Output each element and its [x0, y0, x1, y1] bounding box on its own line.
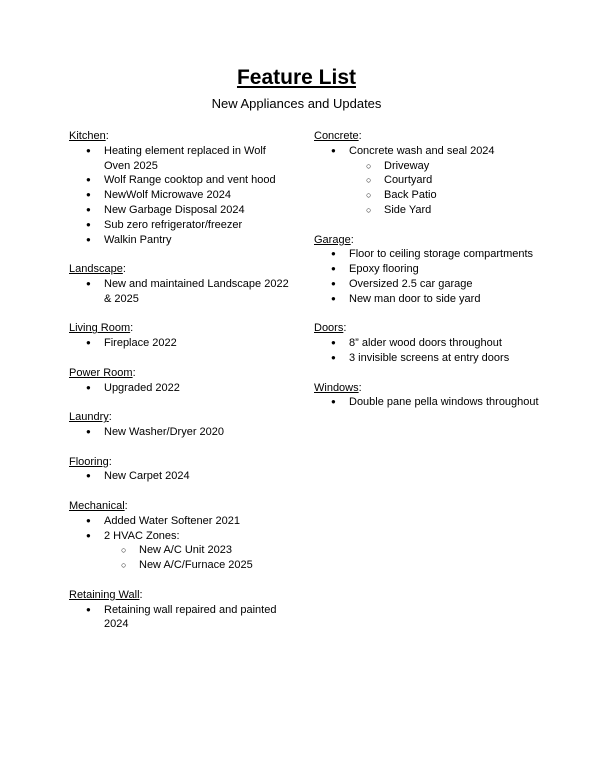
section-heading-label: Windows: [314, 381, 359, 394]
section-living-room: [69, 321, 289, 351]
list-item: [69, 203, 289, 218]
bullet-list: [69, 277, 289, 307]
list-item-text: Wolf Range cooktop and vent hood: [104, 174, 276, 187]
list-item-text: New and maintained Landscape 2022 & 2025: [104, 277, 289, 305]
section-heading: [314, 381, 544, 396]
list-item: [69, 469, 289, 484]
section-heading-label: Living Room: [69, 322, 131, 335]
heading-colon: :: [132, 366, 136, 379]
section-retaining-wall: [69, 588, 289, 632]
heading-colon: :: [358, 381, 362, 394]
sub-bullet-list: [349, 159, 544, 218]
section-garage: [314, 233, 544, 307]
list-item: [69, 188, 289, 203]
sub-list-item: ○ Back Patio: [349, 188, 544, 203]
document-title: Feature List: [236, 66, 357, 89]
list-item: [69, 233, 289, 248]
list-item-text: 2 HVAC Zones:: [104, 529, 180, 542]
list-item-text: Floor to ceiling storage compartments: [349, 248, 534, 261]
list-item-text: NewWolf Microwave 2024: [104, 189, 231, 202]
sub-bullet-list: [104, 543, 289, 573]
section-flooring: [69, 455, 289, 485]
section-heading: [69, 321, 289, 336]
bullet-list: [314, 247, 544, 306]
sub-list-item: ○ New A/C/Furnace 2025: [104, 558, 289, 573]
heading-colon: :: [139, 588, 143, 601]
list-item: [69, 218, 289, 233]
bullet-list: [314, 336, 544, 366]
bullet-list: [314, 144, 544, 218]
right-column: [314, 129, 544, 425]
left-column: [69, 129, 289, 647]
list-item-text: New Carpet 2024: [104, 470, 190, 483]
bullet-list: [69, 336, 289, 351]
list-item: [69, 381, 289, 396]
sub-list-item: ○ Side Yard: [349, 203, 544, 218]
list-item: [69, 173, 289, 188]
list-item-text: Added Water Softener 2021: [104, 514, 240, 527]
section-heading-label: Kitchen: [69, 130, 106, 142]
list-item-text: 3 invisible screens at entry doors: [349, 351, 510, 364]
list-item-text: Sub zero refrigerator/freezer: [104, 218, 243, 231]
list-item-text: Oversized 2.5 car garage: [349, 277, 473, 290]
list-item-text: Concrete wash and seal 2024: [349, 144, 495, 157]
list-item: [314, 292, 544, 307]
section-heading-label: Landscape: [69, 263, 123, 276]
list-item: [314, 351, 544, 366]
bullet-list: [69, 425, 289, 440]
section-heading: [69, 129, 289, 144]
section-heading-label: Mechanical: [69, 499, 125, 512]
heading-colon: :: [358, 130, 362, 142]
heading-colon: :: [343, 322, 347, 335]
bullet-list: [314, 395, 544, 410]
list-item-text: New man door to side yard: [349, 292, 481, 305]
list-item: [69, 277, 289, 307]
list-item-text: Heating element replaced in Wolf Oven 2025: [104, 144, 266, 172]
section-mechanical: [69, 499, 289, 573]
section-heading-label: Garage: [314, 233, 351, 246]
list-item: [314, 277, 544, 292]
bullet-list: [69, 603, 289, 633]
list-item: [314, 336, 544, 351]
list-item-text: Epoxy flooring: [349, 263, 419, 276]
section-heading-label: Doors: [314, 322, 344, 335]
section-heading-label: Concrete: [314, 130, 359, 142]
list-item: [314, 395, 544, 410]
list-item: [314, 144, 544, 218]
section-heading: [314, 129, 544, 144]
heading-colon: :: [108, 455, 112, 468]
section-heading: [69, 262, 289, 277]
list-item-text: Double pane pella windows throughout: [349, 396, 539, 409]
document-subtitle: New Appliances and Updates: [211, 96, 382, 111]
section-heading-label: Power Room: [69, 366, 133, 379]
section-heading: [69, 499, 289, 514]
list-item: [314, 247, 544, 262]
list-item-text: Walkin Pantry: [104, 233, 172, 246]
section-heading-label: Flooring: [69, 455, 109, 468]
bullet-list: [69, 144, 289, 248]
section-windows: [314, 381, 544, 411]
heading-colon: :: [105, 130, 109, 142]
list-item-text: 8” alder wood doors throughout: [349, 337, 502, 350]
heading-colon: :: [108, 411, 112, 424]
list-item: [69, 336, 289, 351]
heading-colon: :: [122, 263, 126, 276]
list-item-text: Upgraded 2022: [104, 381, 180, 394]
sub-list-item: ○ New A/C Unit 2023: [104, 543, 289, 558]
sub-list-item: ○ Courtyard: [349, 173, 544, 188]
section-concrete: [314, 129, 544, 218]
heading-colon: :: [130, 322, 134, 335]
sub-list-item: ○ Driveway: [349, 159, 544, 174]
bullet-list: [69, 381, 289, 396]
section-heading-label: Retaining Wall: [69, 588, 140, 601]
list-item: [69, 144, 289, 174]
bullet-list: [69, 469, 289, 484]
section-heading: [69, 455, 289, 470]
heading-colon: :: [350, 233, 354, 246]
section-landscape: [69, 262, 289, 306]
section-laundry: [69, 410, 289, 440]
list-item: [69, 514, 289, 529]
list-item-text: Fireplace 2022: [104, 337, 177, 350]
section-power-room: [69, 366, 289, 396]
list-item: [314, 262, 544, 277]
section-doors: [314, 321, 544, 365]
list-item: [69, 529, 289, 573]
bullet-list: [69, 514, 289, 573]
list-item-text: New Garbage Disposal 2024: [104, 203, 245, 216]
list-item-text: Retaining wall repaired and painted 2024: [104, 603, 277, 631]
section-heading: [69, 588, 289, 603]
heading-colon: :: [124, 499, 128, 512]
section-heading: [69, 366, 289, 381]
section-heading: [314, 321, 544, 336]
section-heading-label: Laundry: [69, 411, 109, 424]
section-kitchen: [69, 129, 289, 247]
section-heading: [314, 233, 544, 248]
section-heading: [69, 410, 289, 425]
list-item: [69, 425, 289, 440]
list-item: [69, 603, 289, 633]
list-item-text: New Washer/Dryer 2020: [104, 425, 225, 438]
